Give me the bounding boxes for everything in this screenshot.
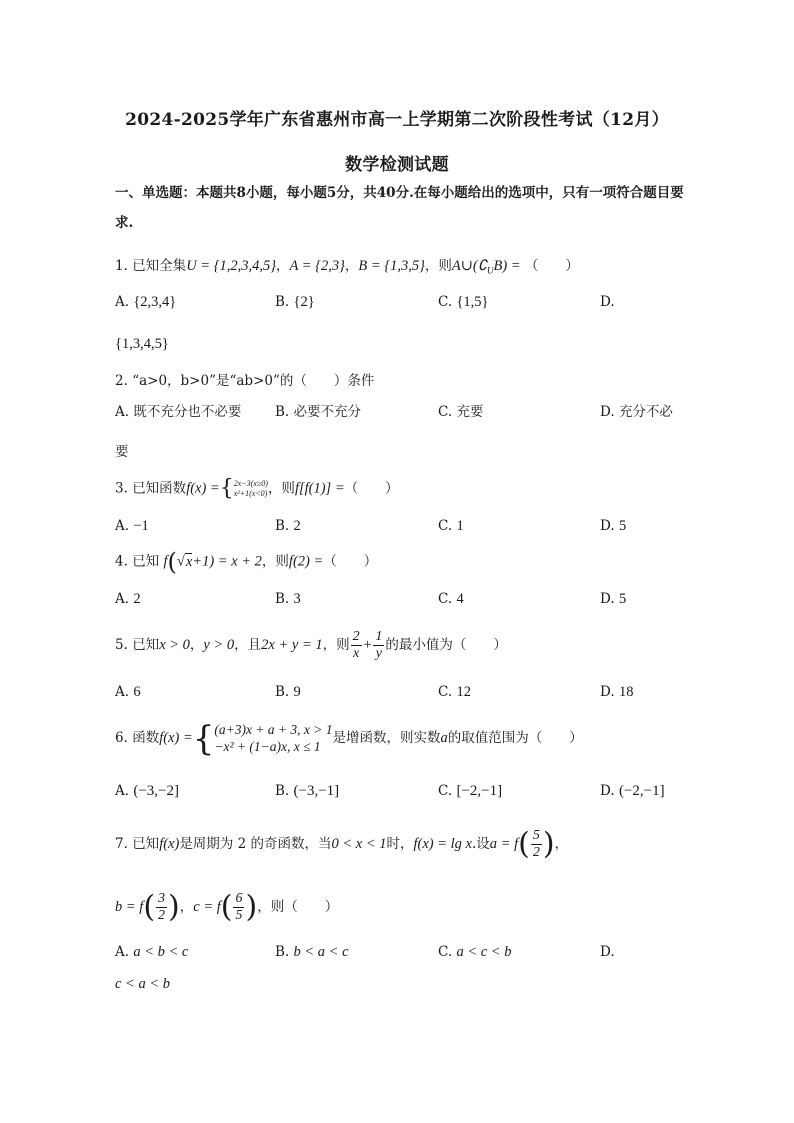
q4-option-d[interactable]: D. 5	[600, 591, 627, 607]
q5-option-a[interactable]: A. 6	[115, 684, 141, 700]
q5-option-b[interactable]: B. 9	[275, 684, 301, 700]
question-7: 7. 已知f(x)是周期为 2 的奇函数，当0 < x < 1时，f(x) = lg x.设a = f( $\frac{5}{2}$ )，	[115, 826, 569, 862]
q3-option-c[interactable]: C. 1	[438, 518, 464, 534]
q1-option-d[interactable]: D.	[600, 294, 615, 310]
q6-option-d[interactable]: D. (−2,−1]	[600, 783, 665, 799]
q1-option-b[interactable]: B. {2}	[275, 294, 315, 310]
q7-option-c[interactable]: C. a < c < b	[438, 944, 512, 960]
question-6: 6. 函数f(x) = { (a+3)x + a + 3, x > 1 −x² + (1−a)x, x ≤ 1 是增函数，则实数a的取值范围为（ ）	[115, 718, 583, 759]
q2-option-d[interactable]: D. 充分不必	[600, 404, 673, 420]
q3-option-b[interactable]: B. 2	[275, 518, 301, 534]
q1-option-c[interactable]: C. {1,5}	[438, 294, 489, 310]
q3-option-a[interactable]: A. −1	[115, 518, 149, 534]
piecewise-brace: { (a+3)x + a + 3, x > 1 −x² + (1−a)x, x ≤ 1	[192, 718, 333, 759]
q1-option-a[interactable]: A. {2,3,4}	[115, 294, 177, 310]
q7-option-d[interactable]: D.	[600, 944, 615, 960]
document-title: 2024-2025学年广东省惠州市高一上学期第二次阶段性考试（12月）	[125, 110, 669, 130]
q6-option-c[interactable]: C. [−2,−1]	[438, 783, 503, 799]
q7-option-d-text: c < a < b	[115, 976, 171, 992]
question-1: 1. 已知全集U = {1,2,3,4,5}，A = {2,3}，B = {1,3,5}，则$A\cup(∁_UB)$ = （ ）	[115, 258, 579, 276]
section-heading: 一、单选题：本题共8小题，每小题5分，共40分.在每小题给出的选项中，只有一项符合题目要求.	[115, 185, 684, 231]
question-2: 2. “a>0，b>0”是“ab>0”的（ ）条件	[115, 373, 375, 389]
q4-option-a[interactable]: A. 2	[115, 591, 141, 607]
question-7-cont: b = f( $\frac{3}{2}$ )，c = f( $\frac{6}{5}$ )，则（ ）	[115, 889, 339, 925]
q2-option-d-text: 要	[115, 444, 129, 460]
document-subtitle: 数学检测试题	[345, 155, 449, 175]
question-4: 4. 已知 f(√x+1) = x + 2，则f(2) =（ ）	[115, 548, 378, 576]
question-3: 3. 已知函数f(x) = { 2x−3(x≥0) x²+1(x<0) ，则f[f(1)] =（ ）	[115, 476, 399, 501]
q4-option-c[interactable]: C. 4	[438, 591, 464, 607]
q6-option-a[interactable]: A. (−3,−2]	[115, 783, 180, 799]
q5-option-d[interactable]: D. 18	[600, 684, 634, 700]
q5-option-c[interactable]: C. 12	[438, 684, 471, 700]
piecewise-brace: { 2x−3(x≥0) x²+1(x<0)	[219, 476, 268, 501]
q2-option-a[interactable]: A. 既不充分也不必要	[115, 404, 242, 420]
fraction: $\frac{1}{y}$	[375, 629, 383, 661]
q1-option-d-text: {1,3,4,5}	[115, 336, 169, 352]
question-5: 5. 已知x > 0，y > 0，且2x + y = 1，则 $\frac{2}{x}$ + $\frac{1}{y}$ 的最小值为（ ）	[115, 629, 507, 661]
q3-option-d[interactable]: D. 5	[600, 518, 627, 534]
q4-option-b[interactable]: B. 3	[275, 591, 301, 607]
q6-option-b[interactable]: B. (−3,−1]	[275, 783, 340, 799]
q2-option-b[interactable]: B. 必要不充分	[275, 404, 362, 420]
q2-option-c[interactable]: C. 充要	[438, 404, 484, 420]
fraction: $\frac{2}{x}$	[352, 629, 360, 661]
q7-option-a[interactable]: A. a < b < c	[115, 944, 189, 960]
q7-option-b[interactable]: B. b < a < c	[275, 944, 349, 960]
